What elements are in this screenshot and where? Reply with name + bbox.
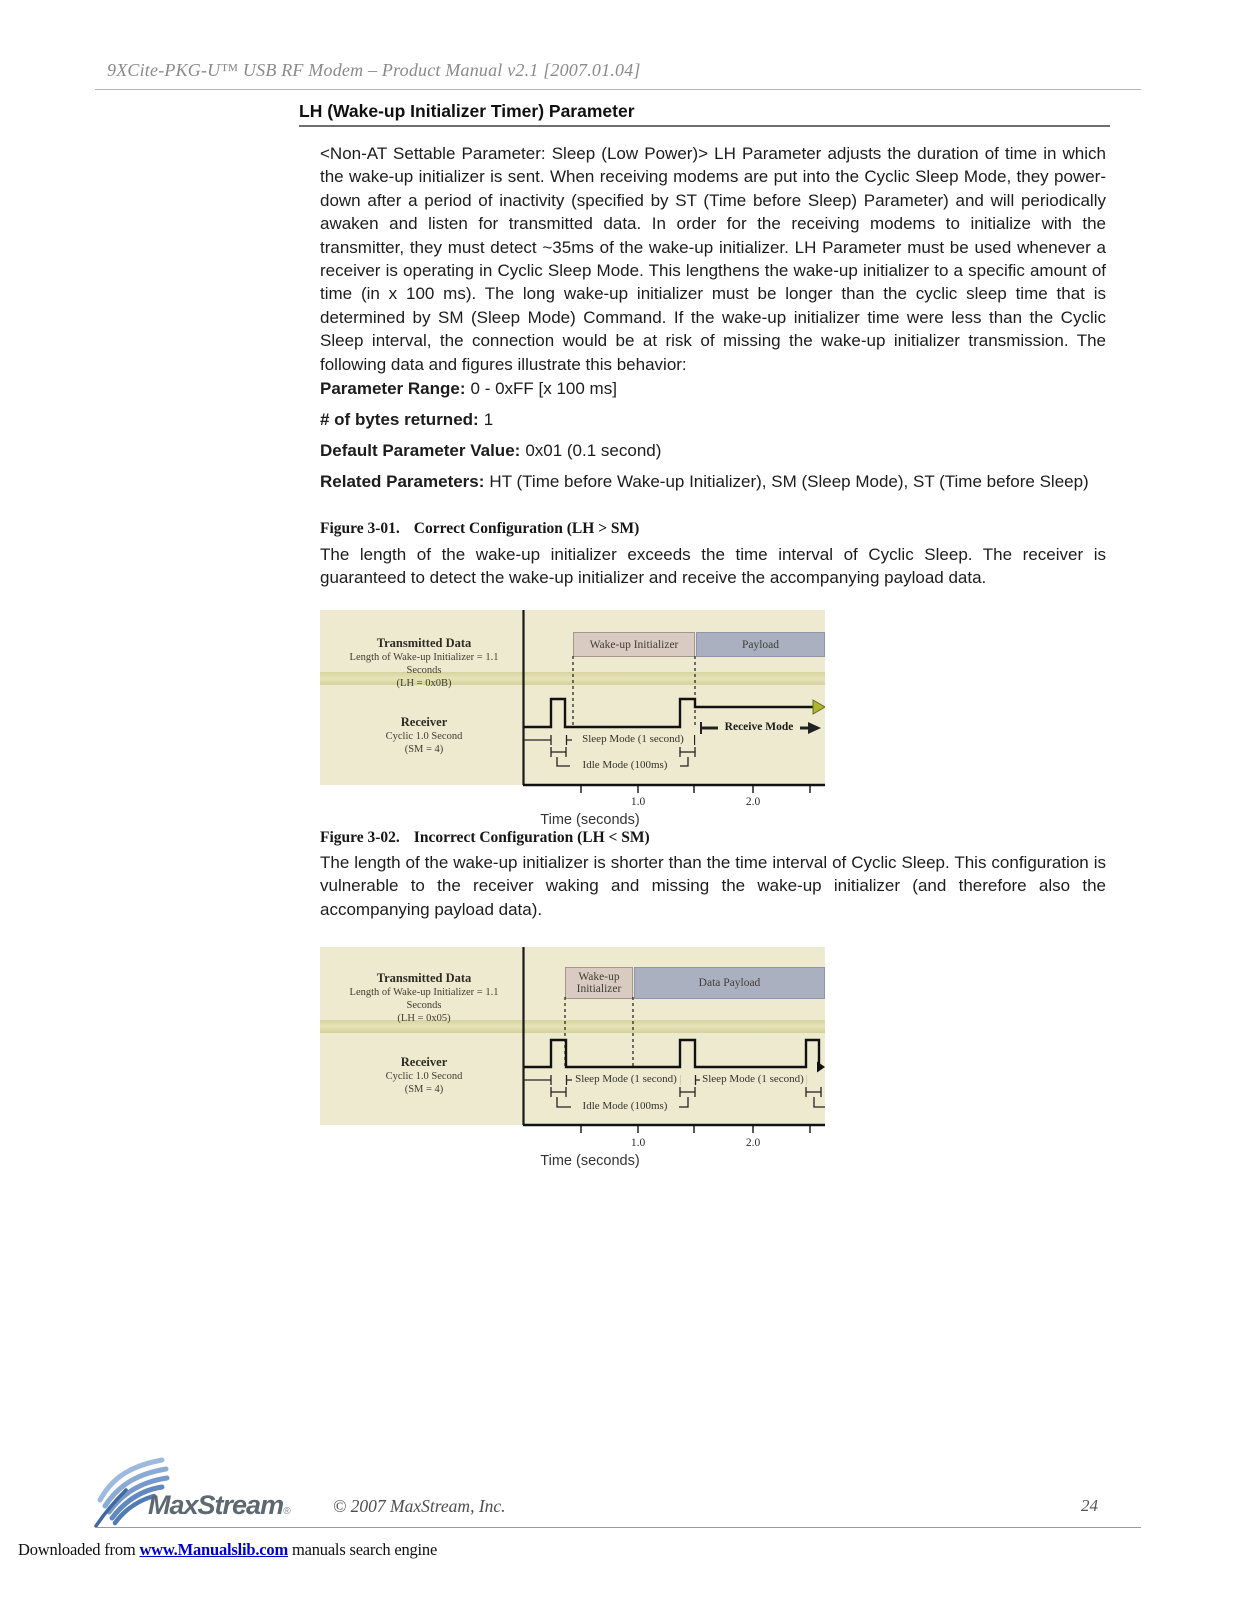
- parameter-range-line: [320, 377, 1106, 400]
- related-parameters-label: Related Parameters:: [320, 472, 485, 491]
- page-number: 24: [1081, 1496, 1098, 1515]
- manualslib-watermark: [18, 1540, 437, 1560]
- figure2-caption-title: Incorrect Configuration (LH < SM): [413, 829, 650, 846]
- figure1-caption-title: Correct Configuration (LH > SM): [413, 520, 640, 537]
- related-parameters-line: [320, 470, 1106, 493]
- maxstream-logo-wordmark: [148, 1490, 289, 1521]
- manualslib-link[interactable]: www.Manualslib.com: [139, 1540, 289, 1559]
- figure1-receiver-line2: (SM = 4): [404, 744, 444, 755]
- default-value-value: 0x01 (0.1 second): [525, 441, 662, 460]
- section-heading-divider: [299, 125, 1110, 127]
- footer-divider: [95, 1527, 1141, 1528]
- figure1-caption: [320, 520, 639, 538]
- figure2-transmitted-line1: Length of Wake-up Initializer = 1.1 Seconds: [349, 987, 499, 1011]
- figure1-idle-mode-label: Idle Mode (100ms): [570, 759, 680, 772]
- watermark-prefix: Downloaded from: [18, 1540, 140, 1559]
- figure2-description: The length of the wake-up initializer is shorter than the time interval of Cyclic Sleep. This configuration is vulnerable to the receiver waking and missing the wake-up initializer (and therefore also the accompanying payload data).: [320, 853, 1106, 919]
- default-value-label: Default Parameter Value:: [320, 441, 521, 460]
- brand-name: MaxStream: [148, 1490, 284, 1520]
- figure2-time-axis-label: Time (seconds): [540, 1153, 640, 1169]
- figure2-idle-mode-label: Idle Mode (100ms): [571, 1100, 679, 1113]
- figure2-transmitted-line2: (LH = 0x05): [397, 1013, 451, 1024]
- related-parameters-value: HT (Time before Wake-up Initializer), SM (Sleep Mode), ST (Time before Sleep): [489, 472, 1089, 491]
- figure2-wakeup-box-line2: Initializer: [576, 983, 622, 995]
- document-header-title: 9XCite-PKG-U™ USB RF Modem – Product Manual v2.1 [2007.01.04]: [107, 60, 641, 80]
- registered-trademark-symbol: ®: [283, 1506, 290, 1517]
- parameter-range-value: 0 - 0xFF [x 100 ms]: [470, 379, 617, 398]
- figure2-receiver-line1: Cyclic 1.0 Second: [385, 1071, 463, 1082]
- figure2-caption-number: Figure 3-02.: [320, 829, 400, 846]
- figure2-axis-tick-1.0: 1.0: [630, 1137, 646, 1149]
- figure1-description: The length of the wake-up initializer exceeds the time interval of Cyclic Sleep. The receiver is guaranteed to detect the wake-up initializer and receive the accompanying payload data.: [320, 545, 1106, 588]
- figure2-sleep-mode-label-2: Sleep Mode (1 second): [700, 1073, 806, 1086]
- figure1-transmitted-line2: (LH = 0x0B): [396, 678, 452, 689]
- parameter-range-label: Parameter Range:: [320, 379, 466, 398]
- figure1-diagram: [320, 610, 825, 835]
- figure1-receive-mode-label: Receive Mode: [718, 721, 800, 734]
- bytes-returned-label: # of bytes returned:: [320, 410, 479, 429]
- figure1-wakeup-initializer-box: Wake-up Initializer: [573, 632, 695, 657]
- figure1-time-axis-label: Time (seconds): [540, 812, 640, 828]
- figure1-caption-number: Figure 3-01.: [320, 520, 400, 537]
- figure2-wakeup-box-line1: Wake-up: [578, 971, 620, 983]
- figure2-receiver-title: Receiver: [400, 1055, 448, 1069]
- figure1-transmitted-line1: Length of Wake-up Initializer = 1.1 Seconds: [349, 652, 499, 676]
- figure1-axis-tick-1.0: 1.0: [630, 796, 646, 808]
- figure2-axis-tick-2.0: 2.0: [745, 1137, 761, 1149]
- figure2-data-payload-box: Data Payload: [634, 967, 825, 999]
- figure1-axis-tick-2.0: 2.0: [745, 796, 761, 808]
- figure2-receiver-line2: (SM = 4): [404, 1084, 444, 1095]
- intro-paragraph: <Non-AT Settable Parameter: Sleep (Low Power)> LH Parameter adjusts the duration of time in which the wake-up initializer is sent. When receiving modems are put into the Cyclic Sleep Mode, they power-down after a period of inactivity (specified by ST (Time before Sleep) Parameter) and will periodically awaken and listen for transmitted data. In order for the receiving modems to initialize with the transmitter, they must detect ~35ms of the wake-up initializer. LH Parameter must be used whenever a receiver is operating in Cyclic Sleep Mode. This lengthens the wake-up initializer to a specific amount of time (in x 100 ms). The long wake-up initializer must be longer than the cyclic sleep time that is determined by SM (Sleep Mode) Command. If the wake-up initializer time were less than the Cyclic Sleep interval, the connection would be at risk of missing the wake-up initializer transmission. The following data and figures illustrate this behavior:: [320, 144, 1106, 374]
- figure1-transmitted-title: Transmitted Data: [376, 636, 472, 650]
- figure2-sleep-mode-label-1: Sleep Mode (1 second): [572, 1073, 680, 1086]
- figure1-sleep-mode-label: Sleep Mode (1 second): [572, 733, 694, 746]
- figure2-diagram: [320, 947, 825, 1182]
- section-heading: LH (Wake-up Initializer Timer) Parameter: [299, 101, 635, 121]
- figure1-payload-box: Payload: [696, 632, 825, 657]
- header-divider: [95, 89, 1141, 90]
- figure1-receiver-title: Receiver: [400, 715, 448, 729]
- default-value-line: [320, 439, 1106, 462]
- bytes-returned-line: [320, 408, 1106, 431]
- figure2-transmitted-title: Transmitted Data: [376, 971, 472, 985]
- bytes-returned-value: 1: [483, 410, 494, 429]
- figure1-receiver-line1: Cyclic 1.0 Second: [385, 731, 463, 742]
- copyright-notice: © 2007 MaxStream, Inc.: [333, 1496, 506, 1516]
- watermark-suffix: manuals search engine: [288, 1540, 438, 1559]
